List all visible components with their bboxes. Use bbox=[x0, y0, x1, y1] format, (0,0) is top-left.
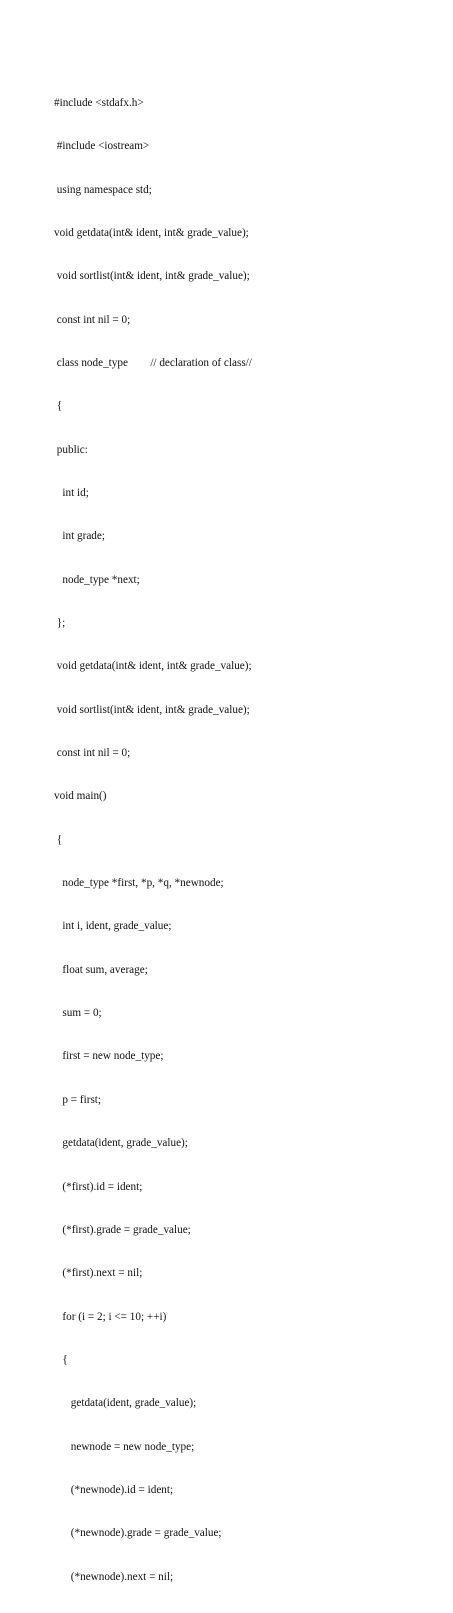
code-line: void getdata(int& ident, int& grade_value); bbox=[54, 226, 249, 239]
code-line: node_type *next; bbox=[54, 573, 140, 586]
code-line: (*first).grade = grade_value; bbox=[54, 1223, 191, 1236]
code-line: p = first; bbox=[54, 1093, 102, 1106]
code-line: getdata(ident, grade_value); bbox=[54, 1137, 188, 1150]
code-line: void sortlist(int& ident, int& grade_value); bbox=[54, 270, 250, 283]
code-line: void main() bbox=[54, 790, 107, 803]
code-line: }; bbox=[54, 617, 66, 630]
code-line: #include <iostream> bbox=[54, 140, 150, 153]
code-line: class node_type // declaration of class// bbox=[54, 356, 252, 369]
code-line: (*newnode).id = ident; bbox=[54, 1483, 174, 1496]
code-line: int grade; bbox=[54, 530, 105, 543]
code-line: int i, ident, grade_value; bbox=[54, 920, 172, 933]
code-line: void getdata(int& ident, int& grade_value); bbox=[54, 660, 252, 673]
code-line: for (i = 2; i <= 10; ++i) bbox=[54, 1310, 167, 1323]
code-line: #include <stdafx.h> bbox=[54, 96, 144, 109]
code-line: (*first).next = nil; bbox=[54, 1267, 143, 1280]
code-line: const int nil = 0; bbox=[54, 313, 131, 326]
code-line: (*first).id = ident; bbox=[54, 1180, 143, 1193]
code-line: void sortlist(int& ident, int& grade_value); bbox=[54, 703, 250, 716]
code-line: node_type *first, *p, *q, *newnode; bbox=[54, 877, 224, 890]
code-line: int id; bbox=[54, 487, 89, 499]
code-line: newnode = new node_type; bbox=[54, 1440, 195, 1453]
code-line: { bbox=[54, 1353, 68, 1366]
code-line: public: bbox=[54, 443, 88, 456]
code-line: { bbox=[54, 833, 63, 846]
code-line: { bbox=[54, 400, 63, 413]
code-line: sum = 0; bbox=[54, 1007, 102, 1020]
code-line: using namespace std; bbox=[54, 183, 152, 196]
code-line: first = new node_type; bbox=[54, 1050, 164, 1063]
code-line: (*newnode).next = nil; bbox=[54, 1570, 174, 1583]
code-listing bbox=[54, 67, 444, 1613]
code-line: (*newnode).grade = grade_value; bbox=[54, 1527, 222, 1540]
code-line: const int nil = 0; bbox=[54, 747, 131, 760]
code-line: float sum, average; bbox=[54, 963, 148, 976]
code-line: getdata(ident, grade_value); bbox=[54, 1397, 197, 1410]
